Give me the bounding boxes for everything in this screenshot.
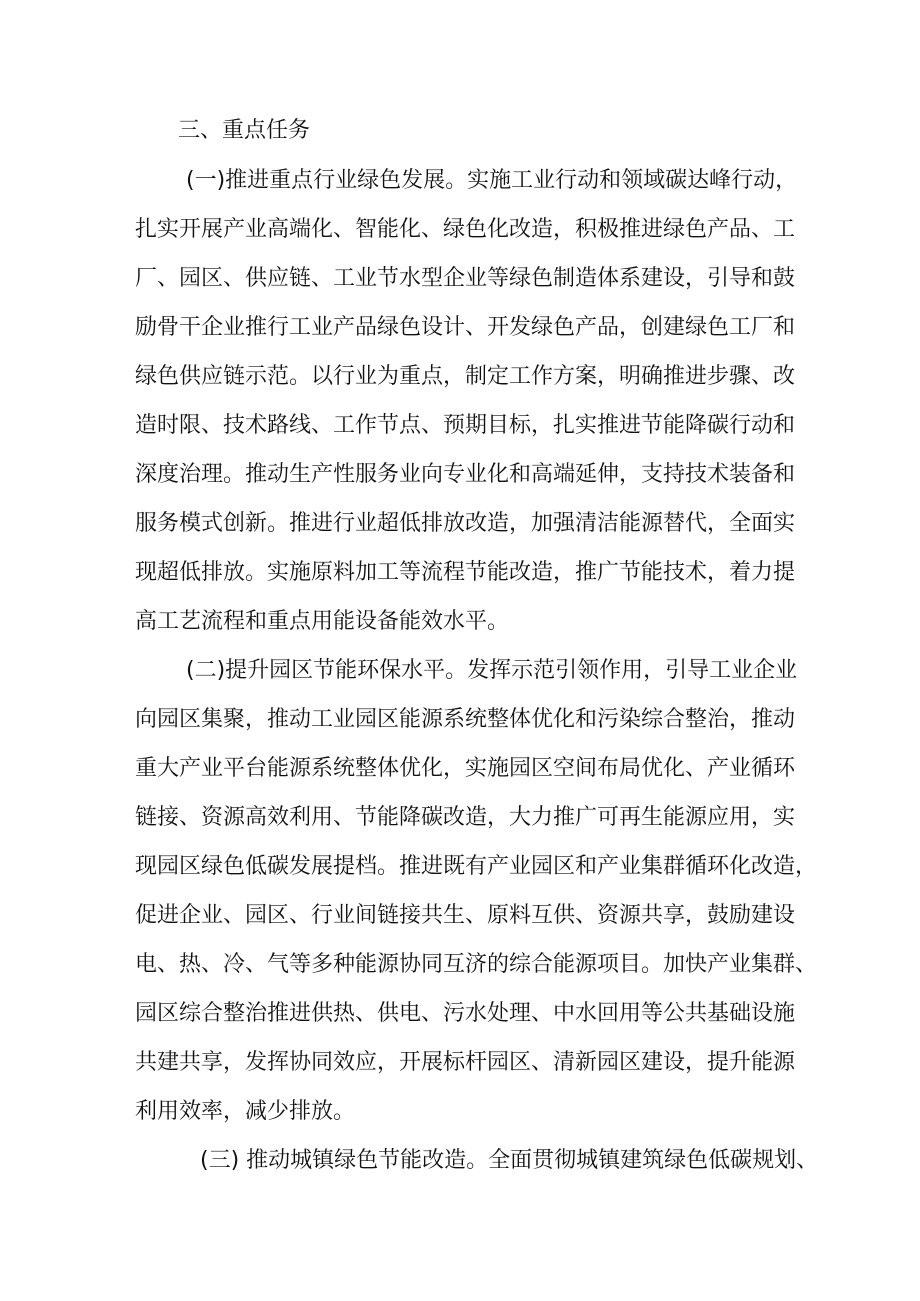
paragraph-2-line: 现园区绿色低碳发展提档。推进既有产业园区和产业集群循环化改造， [135, 854, 818, 879]
paragraph-1-line: 厂、园区、供应链、工业节水型企业等绿色制造体系建设，引导和鼓 [135, 266, 796, 291]
paragraph-1-line: 高工艺流程和重点用能设备能效水平。 [135, 609, 510, 634]
paragraph-1-line: 绿色供应链示范。以行业为重点，制定工作方案，明确推进步骤、改 [135, 364, 796, 389]
paragraph-2-line: 共建共享，发挥协同效应，开展标杆园区、清新园区建设，提升能源 [135, 1050, 796, 1075]
paragraph-2-line: 链接、资源高效利用、节能降碳改造，大力推广可再生能源应用，实 [135, 805, 796, 830]
paragraph-1-line: 服务模式创新。推进行业超低排放改造，加强清洁能源替代，全面实 [135, 511, 796, 536]
paragraph-2-line: 重大产业平台能源系统整体优化，实施园区空间布局优化、产业循环 [135, 756, 796, 781]
paragraph-1-line: 造时限、技术路线、工作节点、预期目标，扎实推进节能降碳行动和 [135, 413, 796, 438]
paragraph-2-line: 利用效率，减少排放。 [135, 1099, 356, 1124]
paragraph-3-line: (三) 推动城镇绿色节能改造。全面贯彻城镇建筑绿色低碳规划、 [200, 1148, 819, 1173]
paragraph-1-line: 现超低排放。实施原料加工等流程节能改造，推广节能技术，着力提 [135, 560, 796, 585]
section-heading: 三、重点任务 [178, 118, 311, 143]
paragraph-2-line: 园区综合整治推进供热、供电、污水处理、中水回用等公共基础设施 [135, 1001, 796, 1026]
paragraph-2-line: 促进企业、园区、行业间链接共生、原料互供、资源共享，鼓励建设 [135, 903, 796, 928]
paragraph-2-line: (二)提升园区节能环保水平。发挥示范引领作用，引导工业企业 [186, 658, 798, 683]
paragraph-2-line: 向园区集聚，推动工业园区能源系统整体优化和污染综合整治，推动 [135, 707, 796, 732]
paragraph-1-line: 扎实开展产业高端化、智能化、绿色化改造，积极推进绿色产品、工 [135, 217, 796, 242]
paragraph-1-line: 深度治理。推动生产性服务业向专业化和高端延伸，支持技术装备和 [135, 462, 796, 487]
paragraph-1-line: (一)推进重点行业绿色发展。实施工业行动和领域碳达峰行动， [186, 168, 798, 193]
paragraph-1-line: 励骨干企业推行工业产品绿色设计、开发绿色产品，创建绿色工厂和 [135, 315, 796, 340]
paragraph-2-line: 电、热、冷、气等多种能源协同互济的综合能源项目。加快产业集群、 [135, 952, 818, 977]
